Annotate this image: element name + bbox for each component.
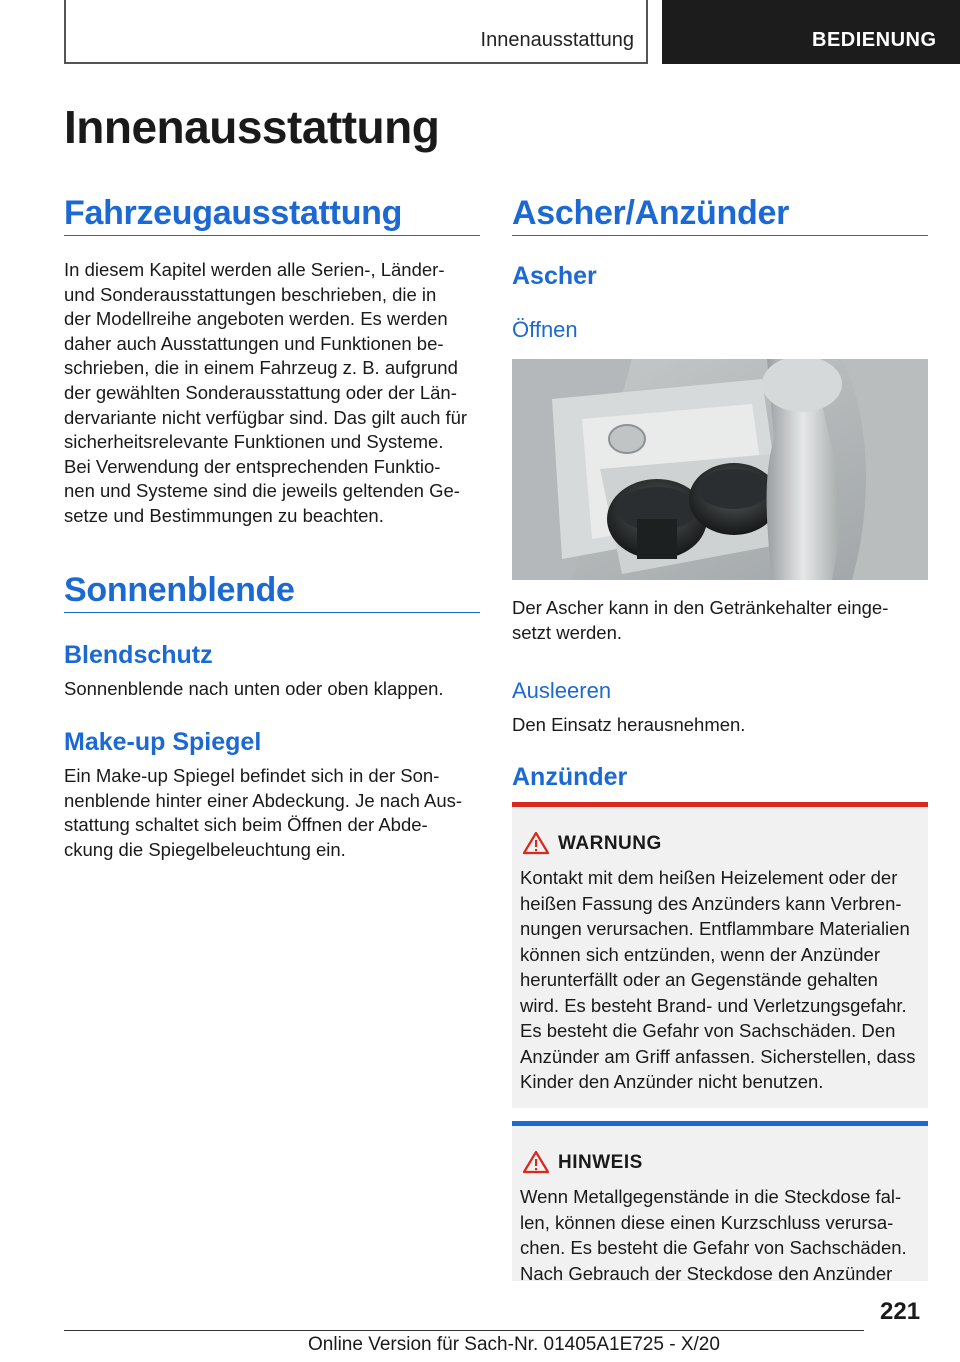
text-line: setze und Bestimmungen zu beachten. xyxy=(64,504,384,526)
warning-box xyxy=(512,802,928,1108)
warning-triangle-icon xyxy=(522,831,550,855)
text-line: nungen verursachen. Entflammbare Materialien xyxy=(520,918,910,939)
footer-divider xyxy=(64,1330,864,1331)
text-line: wird. Es besteht Brand- und Verletzungsgefahr. xyxy=(520,994,907,1016)
text-line: der Modellreihe angeboten werden. Es werden xyxy=(64,308,448,330)
heading-oeffnen: Öffnen xyxy=(512,317,578,342)
header-section-frame xyxy=(64,0,648,64)
text-line: heißen Fassung des Anzünders kann Verbren- xyxy=(520,892,902,914)
heading-fahrzeugausstattung: Fahrzeugausstattung xyxy=(64,194,480,236)
text-line: Der Ascher kann in den Getränkehalter einge- xyxy=(512,597,889,618)
text-line: setzt werden. xyxy=(512,621,623,643)
text-line: Wenn Metallgegenstände in die Steckdose fal- xyxy=(520,1186,902,1207)
header-section-title: Innenausstattung xyxy=(480,29,634,51)
notice-text xyxy=(520,1184,924,1286)
text-line: herunterfällt oder an Gegenstände gehalten xyxy=(520,969,878,990)
header-chapter-label: BEDIENUNG xyxy=(812,29,937,51)
text-line: Es besteht die Gefahr von Sachschäden. Den xyxy=(520,1020,896,1041)
notice-box xyxy=(512,1121,928,1284)
warning-triangle-icon xyxy=(522,1150,550,1174)
header-chapter-tab xyxy=(662,0,960,64)
warning-title: WARNUNG xyxy=(558,833,662,854)
text-line: In diesem Kapitel werden alle Serien-, Länder- xyxy=(64,259,445,280)
text-line: Ein Make-up Spiegel befindet sich in der Son- xyxy=(64,765,440,786)
warning-text xyxy=(520,865,924,1095)
cupholder-ashtray-photo xyxy=(512,359,928,580)
ausleeren-text: Den Einsatz herausnehmen. xyxy=(512,714,746,735)
text-line: dervariante nicht verfügbar sind. Das gilt auch für xyxy=(64,406,468,428)
text-line: Kontakt mit dem heißen Heizelement oder der xyxy=(520,867,898,888)
text-line: der gewählten Sonderausstattung oder der Län- xyxy=(64,381,457,403)
heading-ascher-anzuender: Ascher/Anzünder xyxy=(512,194,928,236)
text-line: nen und Systeme sind die jeweils geltenden Ge- xyxy=(64,480,460,502)
blendschutz-text: Sonnenblende nach unten oder oben klappen. xyxy=(64,678,444,699)
ascher-caption xyxy=(512,596,928,645)
text-line: nenblende hinter einer Abdeckung. Je nach Aus- xyxy=(64,789,463,811)
heading-ausleeren: Ausleeren xyxy=(512,678,612,703)
text-line: Nach Gebrauch der Steckdose den Anzünder xyxy=(520,1262,893,1284)
notice-title: HINWEIS xyxy=(558,1152,643,1173)
text-line: chen. Es besteht die Gefahr von Sachschäden. xyxy=(520,1237,907,1258)
text-line: ckung die Spiegelbeleuchtung ein. xyxy=(64,838,346,860)
makeup-spiegel-paragraph xyxy=(64,764,480,862)
text-line: und Sonderausstattungen beschrieben, die in xyxy=(64,283,437,305)
footer-online-version: Online Version für Sach-Nr. 01405A1E725 - X/20 xyxy=(308,1334,720,1355)
fahrzeugausstattung-paragraph xyxy=(64,258,480,529)
heading-makeup-spiegel: Make-up Spiegel xyxy=(64,728,262,756)
page-number: 221 xyxy=(880,1298,921,1325)
text-line: können sich entzünden, wenn der Anzünder xyxy=(520,943,880,965)
text-line: sicherheitsrelevante Funktionen und Systeme. xyxy=(64,431,444,453)
text-line: daher auch Ausstattungen und Funktionen be- xyxy=(64,332,444,354)
heading-ascher: Ascher xyxy=(512,262,597,290)
text-line: Kinder den Anzünder nicht benutzen. xyxy=(520,1071,824,1092)
text-line: len, können diese einen Kurzschluss verursa- xyxy=(520,1211,894,1233)
heading-sonnenblende: Sonnenblende xyxy=(64,571,480,613)
text-line: Bei Verwendung der entsprechenden Funktio- xyxy=(64,455,441,477)
text-line: Anzünder am Griff anfassen. Sicherstellen, dass xyxy=(520,1045,916,1067)
text-line: stattung schaltet sich beim Öffnen der Abde- xyxy=(64,814,428,836)
cupholder-illustration xyxy=(512,359,928,580)
heading-blendschutz: Blendschutz xyxy=(64,641,213,669)
heading-anzuender: Anzünder xyxy=(512,763,628,791)
page-title: Innenausstattung xyxy=(64,101,440,153)
text-line: schrieben, die in einem Fahrzeug z. B. aufgrund xyxy=(64,357,458,379)
